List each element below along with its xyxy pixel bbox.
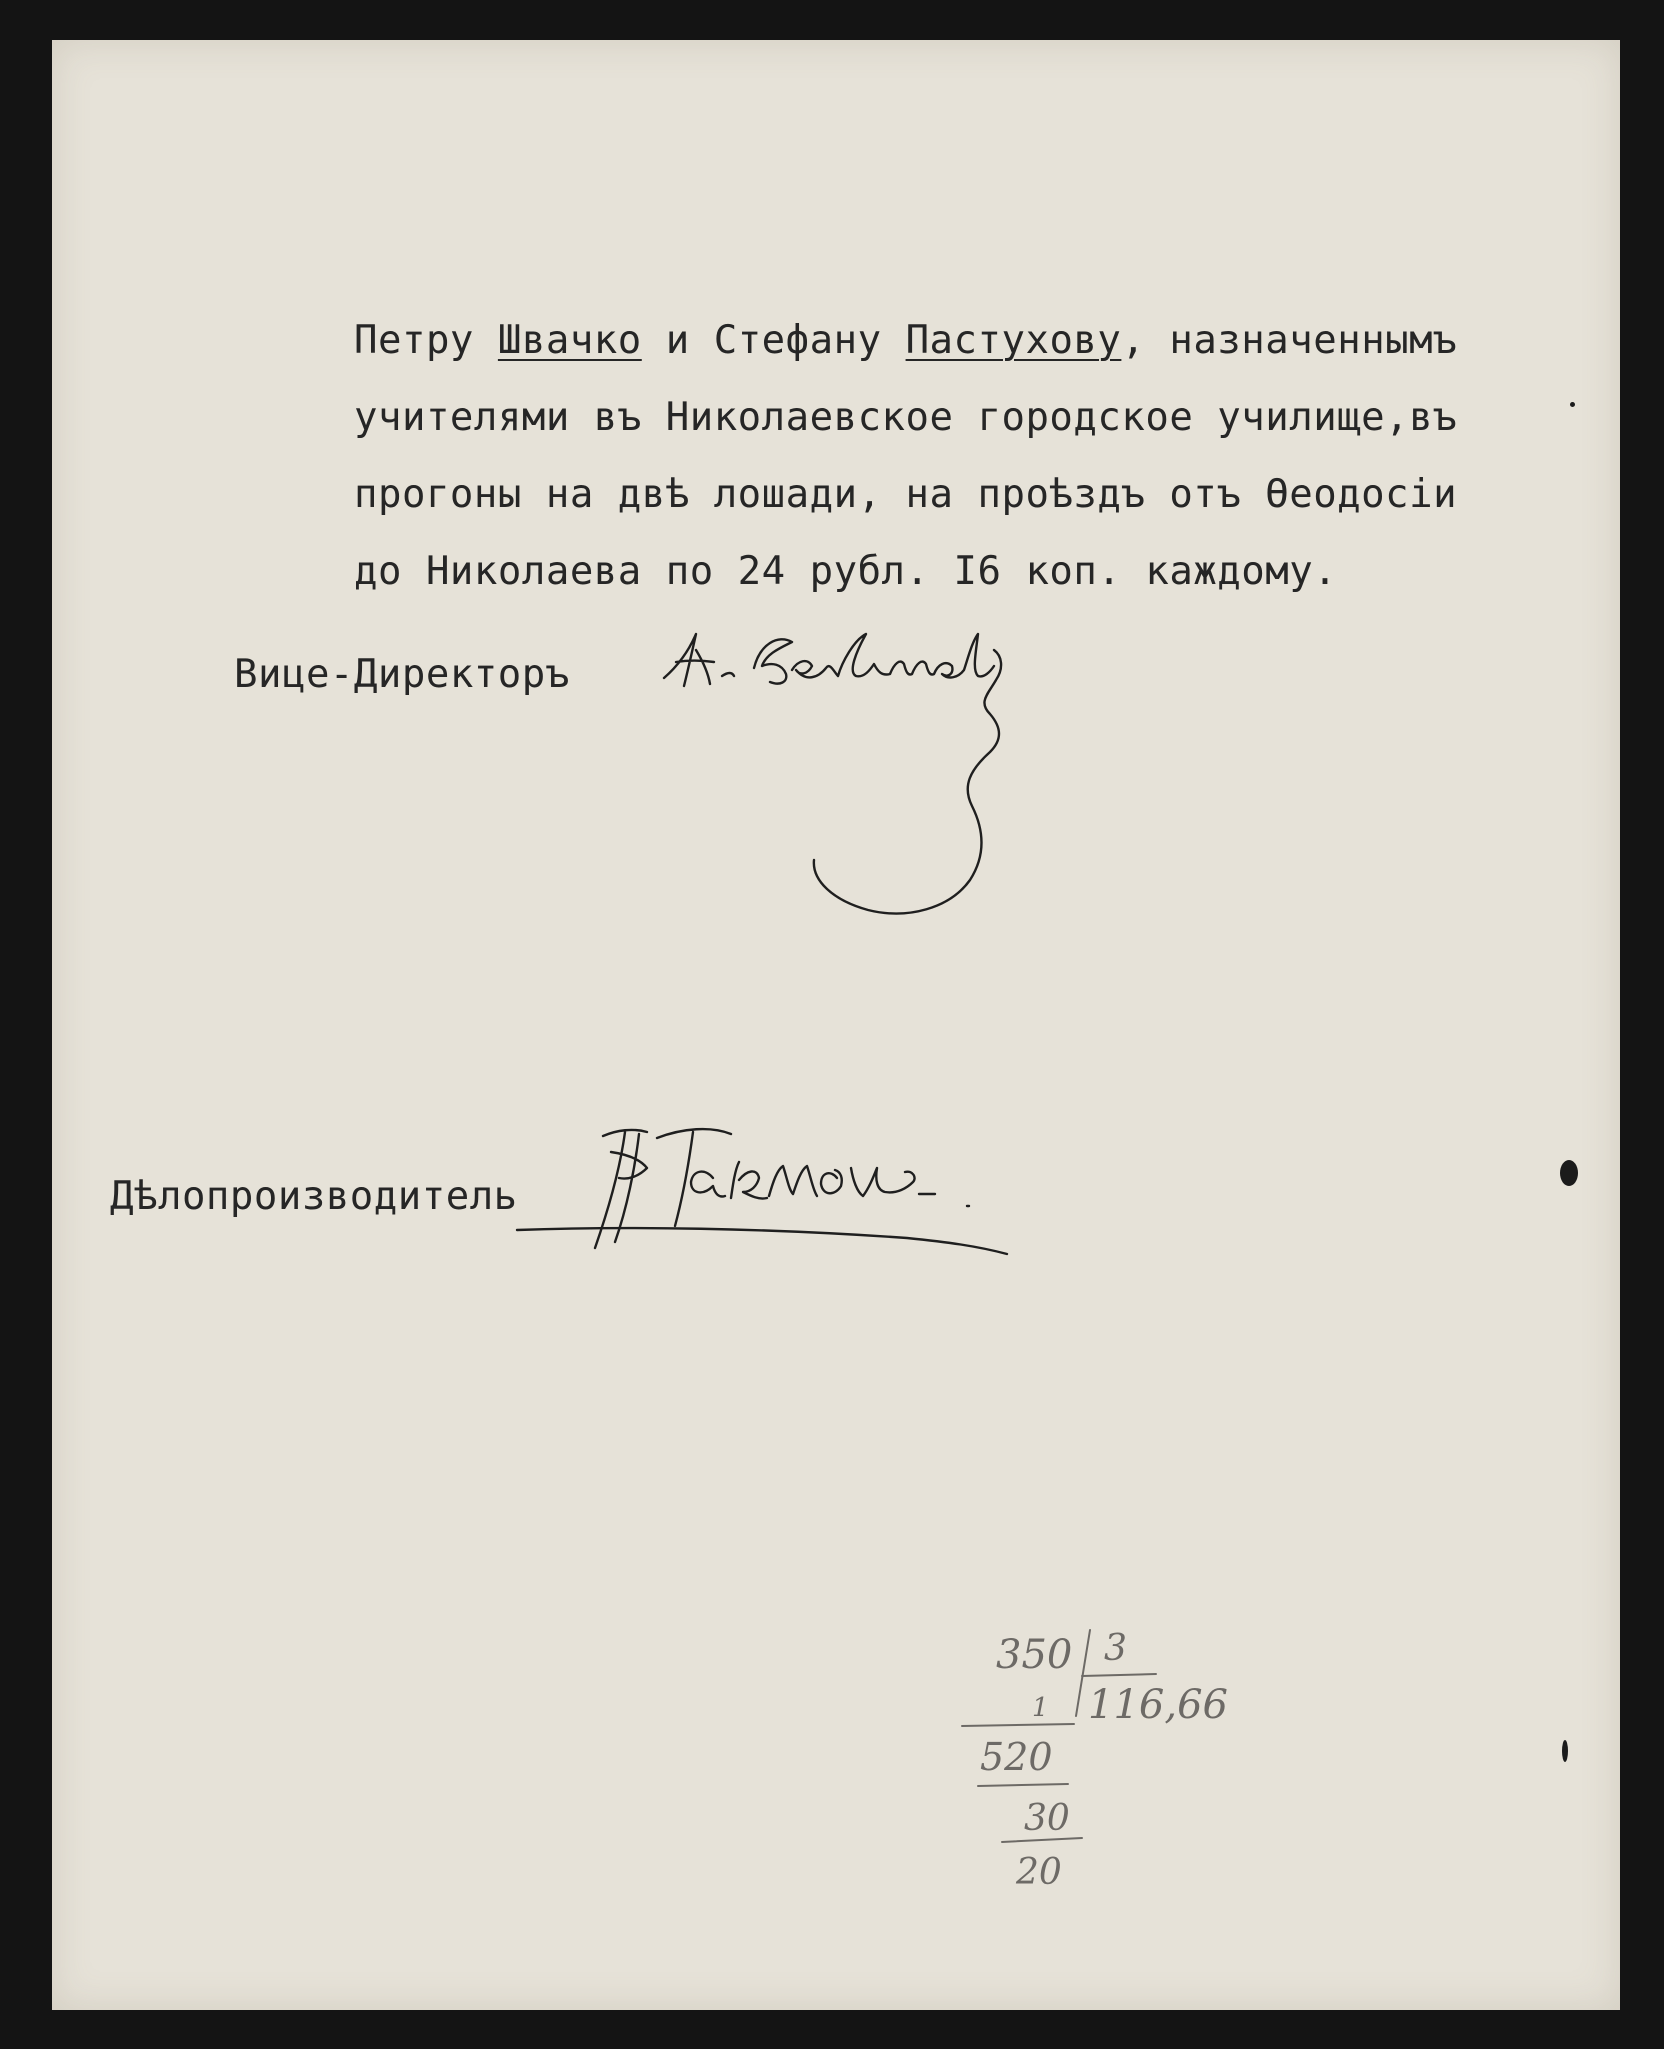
paper-sheet [52,40,1620,2010]
pencil-dividend: 350 [996,1632,1073,1678]
text-segment: учителями въ Николаевское городское училище,въ [354,395,1458,440]
underlined-name: Швачко [497,318,642,363]
clerk-label: Дѣлопроизводитель [110,1174,518,1219]
text-segment: и Стефану [641,318,906,363]
pencil-divisor: 3 [1104,1628,1127,1669]
text-segment: , назначеннымъ [1121,318,1458,363]
vice-director-signature [642,590,1102,950]
ink-stain [1560,1160,1578,1186]
pencil-step-2: 520 [980,1735,1053,1779]
text-segment: до Николаева по 24 рубл. I6 коп. каждому. [354,549,1338,594]
pencil-calculation [932,1620,1272,1920]
pencil-step-3: 30 [1024,1798,1070,1839]
body-line [354,379,1457,456]
body-line [354,302,1457,379]
text-segment: Петру [354,318,498,363]
underlined-name: Пастухову [905,318,1122,363]
body-line [354,456,1457,533]
pencil-quotient: 116,66 [1088,1682,1228,1728]
text-segment: прогоны на двѣ лошади, на проѣздъ отъ Өеодосіи [354,472,1458,517]
pencil-step-1: 1 [1032,1693,1049,1723]
ink-stain [1562,1740,1568,1762]
vice-director-label: Вице-Директоръ [234,652,570,697]
pencil-step-4: 20 [1016,1852,1062,1893]
body-text [354,302,1457,610]
clerk-signature [507,1108,1087,1288]
ink-stain [1570,402,1575,407]
